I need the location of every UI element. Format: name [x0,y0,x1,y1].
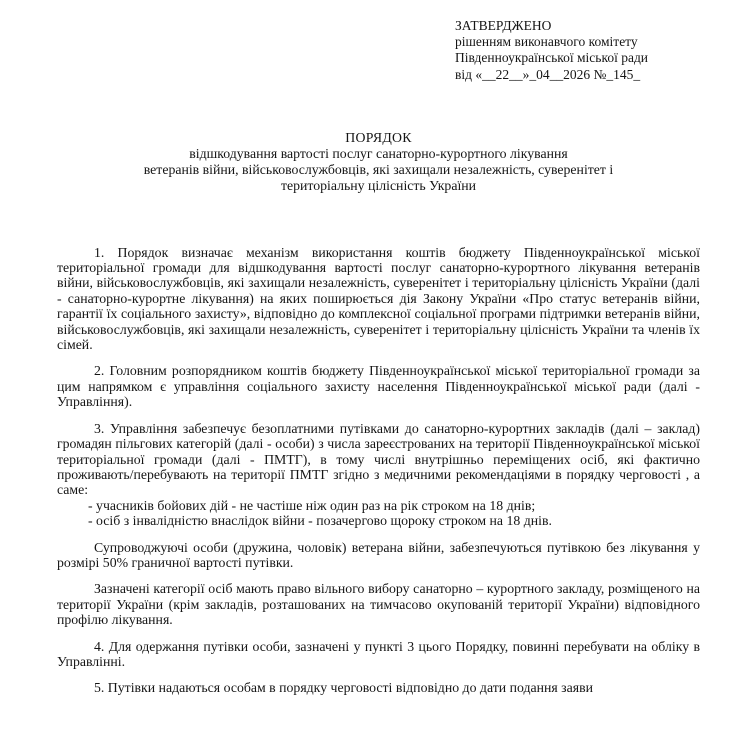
paragraph-6: 4. Для одержання путівки особи, зазначені у пункті 3 цього Порядку, повинні перебувати на обліку в Управлінні. [57,638,700,669]
approval-line: від «__22__»_04__2026 №_145_ [455,66,641,82]
paragraph-3: 3. Управління забезпечує безоплатними путівками до санаторно-курортних закладів (далі – заклад) громадян пільгових категорій (далі - особи) з числа зареєстрованих на території Південноукраїнської міської територіальної громади (далі - ПМТГ), в тому числі внутрішньо переміщених осіб, які фактично проживають/перебувають на території ПМТГ згідно з медичними рекомендаціями в порядку черговості , а саме: [57,420,700,498]
approval-line: Південноукраїнської міської ради [455,50,649,66]
list-item: - учасників бойових дій - не частіше ніж один раз на рік строком на 18 днів; [88,497,536,513]
clipped-bottom-paragraph [57,680,700,696]
document-title: ПОРЯДОК [345,129,412,145]
paragraph-2: 2. Головним розпорядником коштів бюджету Південноукраїнської міської територіальної громади за цим напрямком є управління соціального захисту населення Південноукраїнської міської ради (далі - Управління). [57,363,700,410]
document-subtitle-line: ветеранів війни, військовослужбовців, які захищали незалежність, суверенітет і [143,162,614,178]
paragraph-5: Зазначені категорії осіб мають право вільного вибору санаторно – курортного закладу, розміщеного на території України (крім закладів, розташованих на тимчасово окупованій території України) відповідного профілю лікування. [57,581,700,628]
document-subtitle-line: територіальну цілісність України [280,178,477,194]
bullet-list [57,498,700,529]
approval-line: рішенням виконавчого комітету [455,34,638,50]
paragraph-1: 1. Порядок визначає механізм використання коштів бюджету Південноукраїнської міської територіальної громади для відшкодування вартості послуг санаторно-курортного лікування ветеранів війни, військовослужбовців, які захищали незалежність, суверенітет і територіальну цілісність України (далі - санаторно-курортне лікування) на яких поширюється дія Закону України «Про статус ветеранів війни, гарантії їх соціального захисту», відповідно до комплексної соціальної програми підтримки ветеранів війни, військовослужбовців, які захищали незалежність, суверенітет і територіальну цілісність України та членів їх сімей. [57,244,700,353]
approval-line: ЗАТВЕРДЖЕНО [455,18,552,33]
paragraph-7-partial: 5. Путівки надаються особам в порядку черговості відповідно до дати подання заяви [94,680,593,696]
document-body [57,244,700,696]
document-title-block [57,130,700,195]
document-subtitle-line: відшкодування вартості послуг санаторно-курортного лікування [189,146,568,162]
list-item: - осіб з інвалідністю внаслідок війни - позачергово щороку строком на 18 днів. [88,513,552,529]
approval-stamp-block [455,18,703,83]
paragraph-4: Супроводжуючі особи (дружина, чоловік) ветерана війни, забезпечуються путівкою без лікування у розмірі 50% граничної вартості путівки. [57,539,700,570]
